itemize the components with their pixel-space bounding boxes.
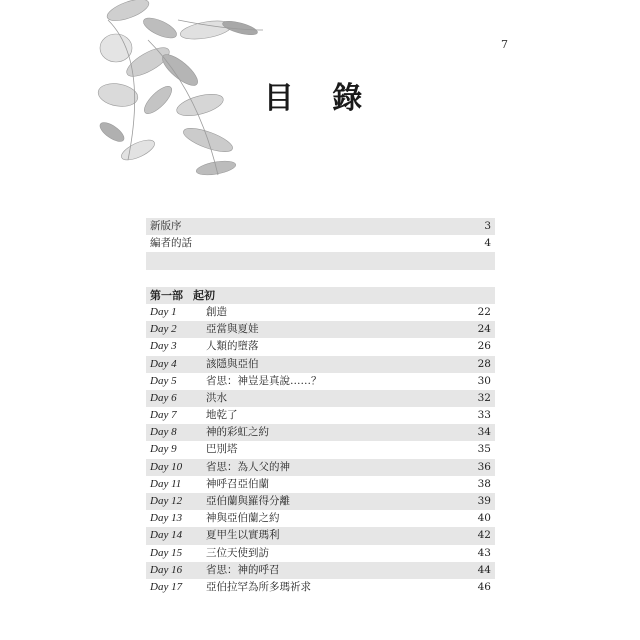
toc-page: 44 [477, 563, 491, 576]
toc-title: 省思：神豈是真說……？ [206, 374, 322, 387]
toc-title: 創造 [206, 305, 227, 318]
toc-title: 該隱與亞伯 [206, 357, 259, 370]
toc-day: Day 12 [150, 495, 183, 507]
toc-row[interactable] [146, 545, 495, 562]
toc-title: 編者的話 [150, 237, 192, 250]
toc-row[interactable] [146, 304, 495, 321]
toc-row[interactable] [146, 579, 495, 596]
toc-title: 地乾了 [206, 409, 238, 422]
toc-day: Day 4 [150, 357, 177, 370]
part-header[interactable] [146, 287, 495, 304]
toc-row[interactable] [146, 338, 495, 355]
toc-day: Day 8 [150, 426, 177, 439]
toc-row[interactable] [146, 493, 495, 510]
toc-row[interactable] [146, 510, 495, 527]
toc-day: Day 16 [150, 563, 183, 576]
toc-title: 省思：為人父的神 [206, 460, 290, 473]
toc-page: 22 [477, 305, 491, 318]
part-name: 起初 [193, 288, 215, 302]
toc-title: 神的彩虹之約 [206, 426, 269, 439]
toc-page: 32 [477, 391, 491, 404]
toc-title: 巴別塔 [206, 443, 238, 456]
part-label: 第一部 [150, 288, 183, 302]
toc-page: 42 [477, 529, 491, 542]
toc-title: 洪水 [206, 391, 227, 404]
toc-title: 亞伯拉罕為所多瑪祈求 [206, 580, 311, 593]
toc-title: 人類的墮落 [206, 340, 259, 353]
toc-page: 43 [477, 546, 491, 559]
toc-row-preface[interactable] [146, 218, 495, 235]
toc-day: Day 14 [150, 529, 183, 542]
toc-day: Day 13 [150, 512, 183, 525]
toc-day: Day 15 [150, 546, 183, 559]
toc-page: 24 [477, 323, 491, 336]
toc-page: 28 [477, 357, 491, 370]
toc-spacer [146, 252, 495, 269]
toc-page: 34 [477, 426, 491, 439]
toc-day: Day 7 [150, 409, 177, 422]
toc-day: Day 17 [150, 580, 183, 593]
toc-page: 4 [484, 237, 491, 250]
toc-day: Day 5 [150, 374, 177, 387]
toc-title: 亞伯蘭與羅得分離 [206, 495, 290, 507]
toc-row[interactable] [146, 441, 495, 458]
toc-title: 新版序 [150, 220, 182, 232]
toc-row[interactable] [146, 390, 495, 407]
toc-day: Day 3 [150, 340, 177, 353]
toc-row[interactable] [146, 476, 495, 493]
toc-day: Day 2 [150, 323, 177, 336]
toc-page: 36 [477, 460, 491, 473]
table-of-contents [146, 218, 495, 596]
toc-row[interactable] [146, 373, 495, 390]
page-title: 目 錄 [263, 81, 377, 116]
toc-title: 夏甲生以實瑪利 [206, 529, 280, 542]
toc-title: 三位天使到訪 [206, 546, 269, 559]
toc-row[interactable] [146, 356, 495, 373]
toc-title: 省思：神的呼召 [206, 563, 280, 576]
toc-row[interactable] [146, 562, 495, 579]
toc-title: 神呼召亞伯蘭 [206, 477, 269, 490]
toc-gap [146, 270, 495, 287]
toc-page: 35 [477, 443, 491, 456]
toc-page: 40 [477, 512, 491, 525]
toc-entries [146, 304, 495, 596]
toc-day: Day 1 [150, 305, 177, 318]
toc-page: 3 [484, 220, 491, 232]
toc-row[interactable] [146, 424, 495, 441]
page-number: 7 [501, 38, 508, 51]
toc-row[interactable] [146, 527, 495, 544]
toc-day: Day 11 [150, 477, 182, 490]
toc-day: Day 9 [150, 443, 177, 456]
toc-page: 39 [477, 495, 491, 507]
toc-row-editor-note[interactable] [146, 235, 495, 252]
toc-page: 30 [477, 374, 491, 387]
toc-page: 46 [477, 580, 491, 593]
toc-day: Day 10 [150, 460, 183, 473]
toc-day: Day 6 [150, 391, 177, 404]
toc-row[interactable] [146, 459, 495, 476]
toc-title: 神與亞伯蘭之約 [206, 512, 280, 525]
toc-row[interactable] [146, 321, 495, 338]
toc-page: 38 [477, 477, 491, 490]
toc-page: 33 [477, 409, 491, 422]
toc-row[interactable] [146, 407, 495, 424]
toc-title: 亞當與夏娃 [206, 323, 259, 336]
toc-page: 26 [477, 340, 491, 353]
